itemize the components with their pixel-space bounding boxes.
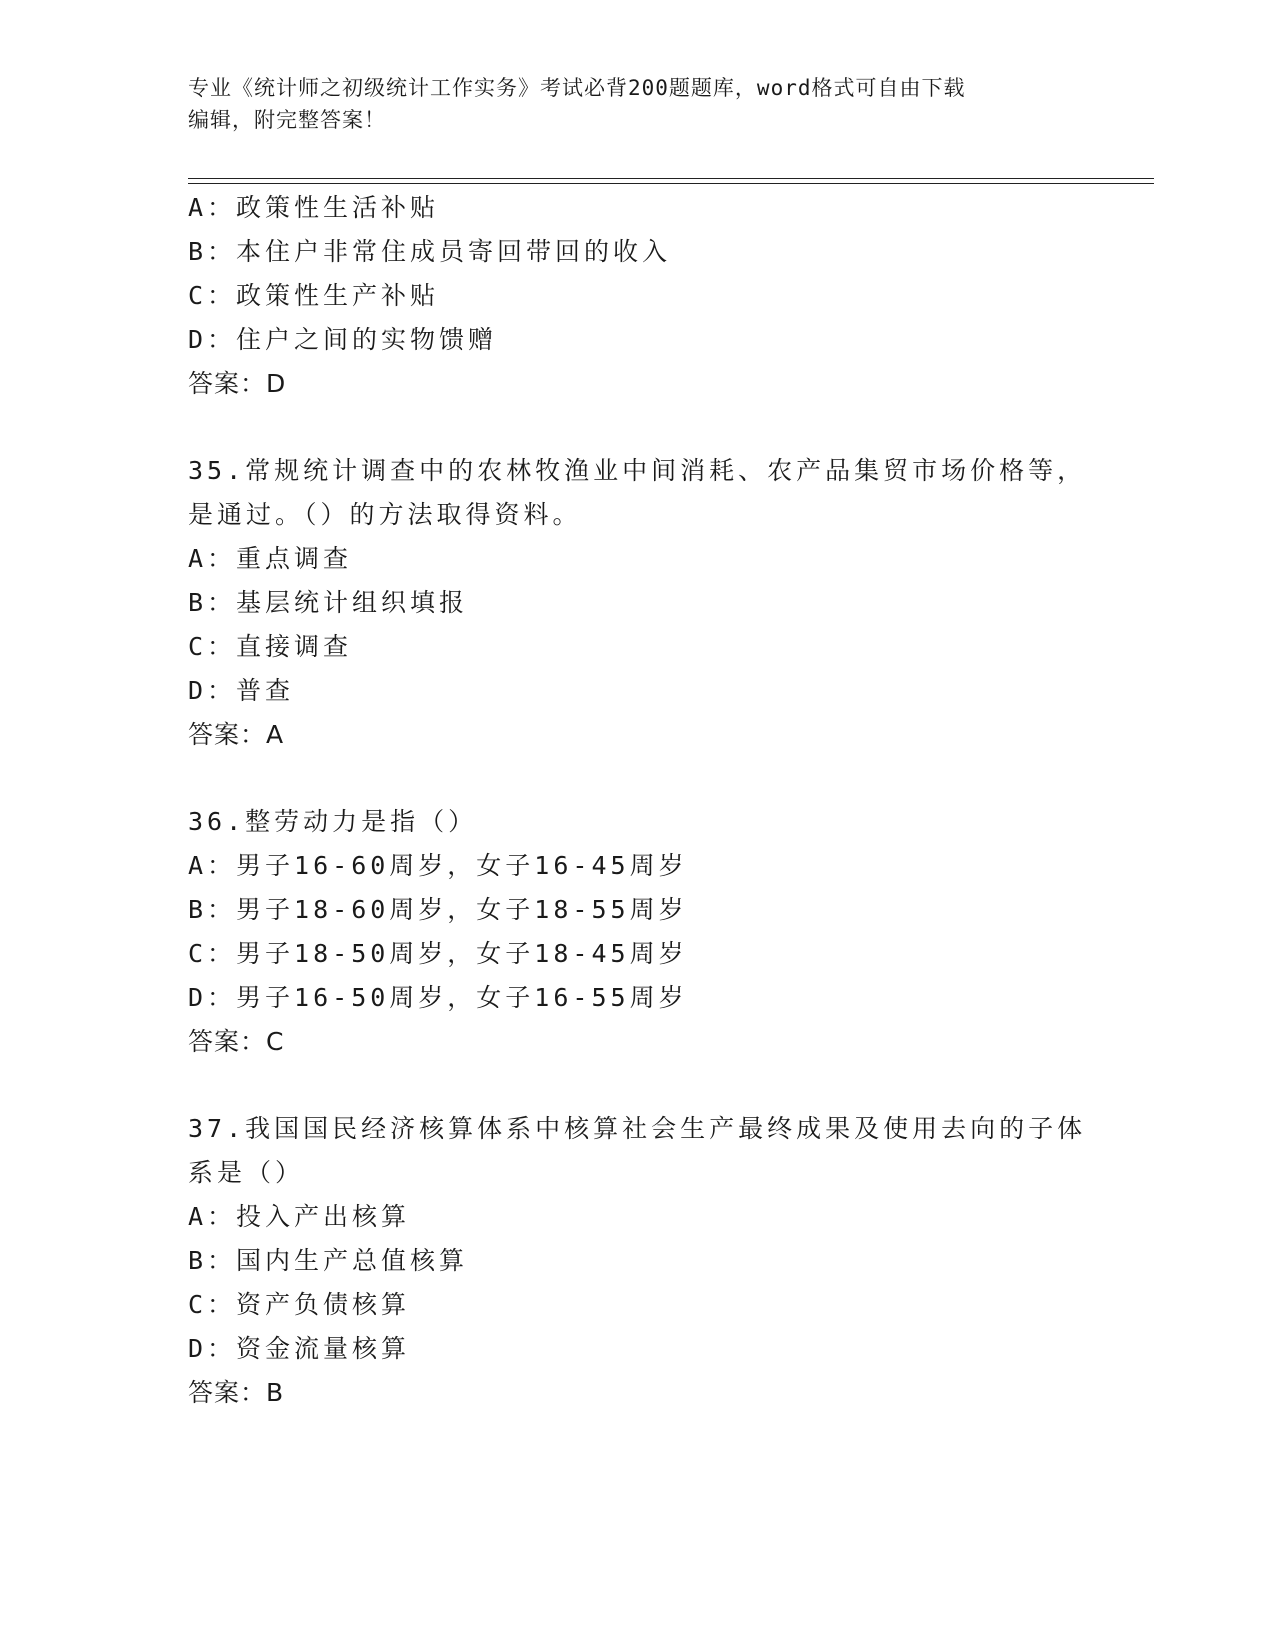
q37-option-b: B：国内生产总值核算 [188,1246,469,1275]
q36-stem: 36.整劳动力是指（） [188,807,478,836]
q35-option-b: B：基层统计组织填报 [188,588,469,617]
header-rule-bottom [188,183,1154,184]
q34-option-d: D：住户之间的实物馈赠 [188,325,498,354]
header-rule-top [188,178,1154,179]
q34-answer: 答案：D [188,369,287,398]
q37-answer: 答案：B [188,1378,285,1407]
q35-option-c: C：直接调查 [188,632,353,661]
q37-stem-line-1: 37.我国国民经济核算体系中核算社会生产最终成果及使用去向的子体 [188,1114,1087,1143]
q36-option-d: D：男子16-50周岁，女子16-55周岁 [188,983,688,1012]
q37-option-c: C：资产负债核算 [188,1290,411,1319]
q36-option-c: C：男子18-50周岁，女子18-45周岁 [188,939,688,968]
q35-stem-line-2: 是通过。（）的方法取得资料。 [188,500,582,529]
q35-stem-line-1: 35.常规统计调查中的农林牧渔业中间消耗、农产品集贸市场价格等， [188,456,1087,485]
header-line-2: 编辑，附完整答案！ [188,108,386,132]
q35-option-a: A：重点调查 [188,544,353,573]
q36-answer: 答案：C [188,1027,285,1056]
q35-option-d: D：普查 [188,676,295,705]
q37-stem-line-2: 系是（） [188,1158,305,1187]
q36-option-b: B：男子18-60周岁，女子18-55周岁 [188,895,688,924]
q36-option-a: A：男子16-60周岁，女子16-45周岁 [188,851,688,880]
document-header [188,72,1088,136]
q34-option-b: B：本住户非常住成员寄回带回的收入 [188,237,672,266]
q35-answer: 答案：A [188,720,285,749]
header-line-1: 专业《统计师之初级统计工作实务》考试必背200题题库，word格式可自由下载 [188,76,966,100]
q37-option-a: A：投入产出核算 [188,1202,411,1231]
q34-option-a: A：政策性生活补贴 [188,193,440,222]
q34-option-c: C：政策性生产补贴 [188,281,440,310]
q37-option-d: D：资金流量核算 [188,1334,411,1363]
